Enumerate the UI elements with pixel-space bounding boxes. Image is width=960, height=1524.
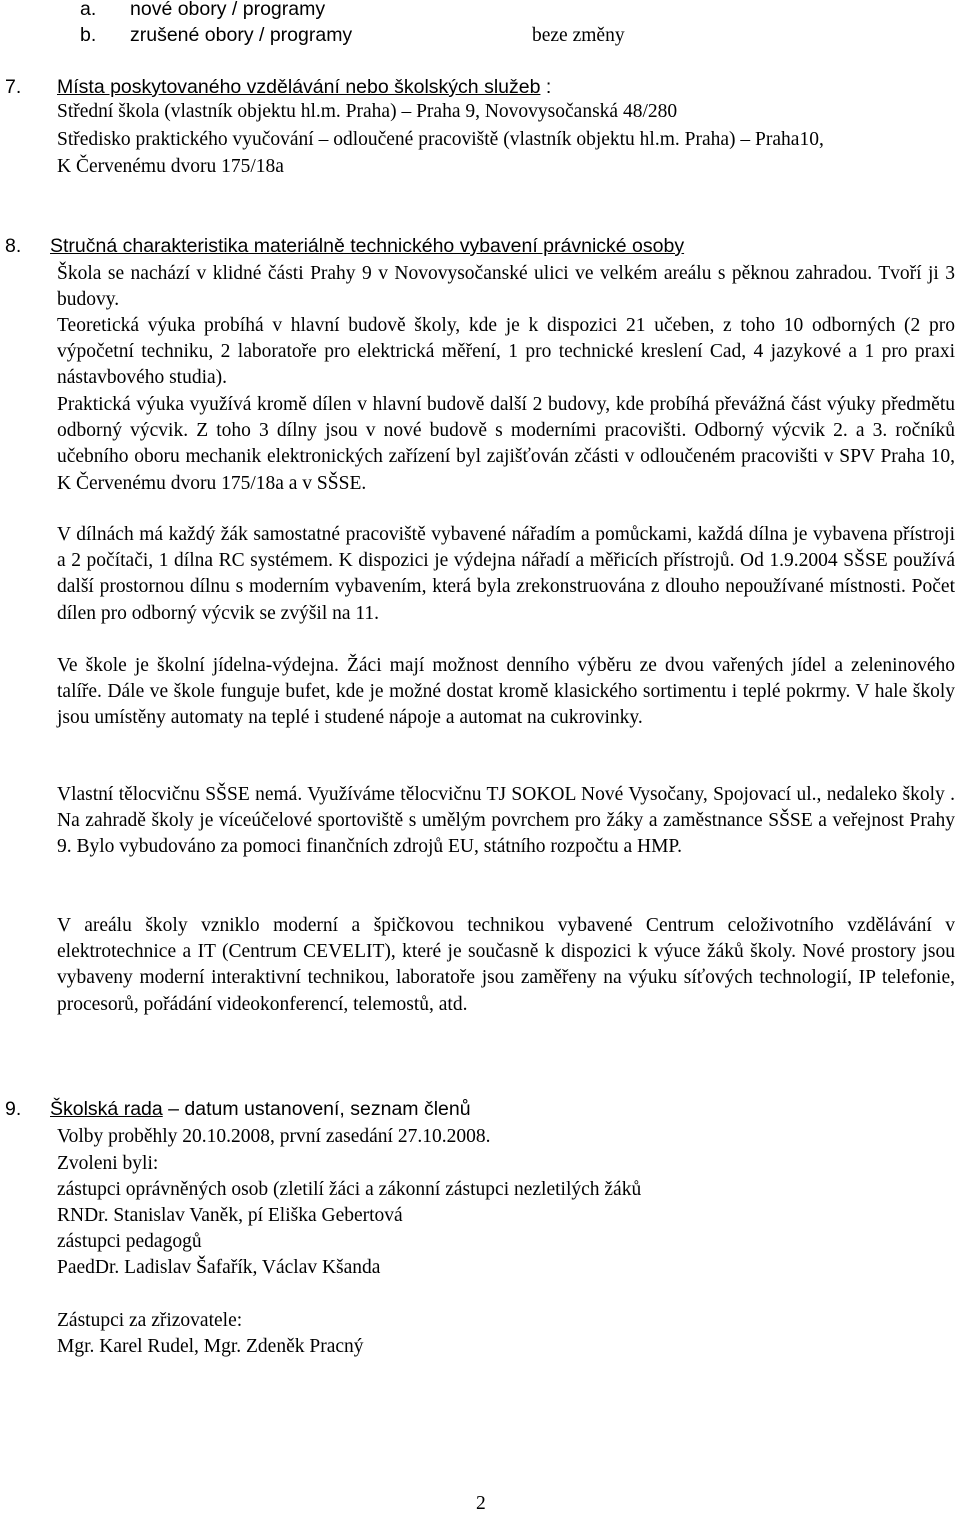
- no-change-note: beze změny: [532, 25, 625, 46]
- location-practical-center: Středisko praktického vyučování – odloučené pracoviště (vlastník objektu hl.m. Praha) – Praha10,: [57, 129, 824, 150]
- list-marker-b: b.: [80, 24, 97, 46]
- teachers-representatives-label: zástupci pedagogů: [57, 1231, 202, 1252]
- parents-representatives-label: zástupci oprávněných osob (zletilí žáci a zákonní zástupci nezletilých žáků: [57, 1179, 642, 1200]
- section-7-heading-text: Místa poskytovaného vzdělávání nebo školských služeb: [57, 76, 541, 98]
- elected-label: Zvoleni byli:: [57, 1153, 159, 1174]
- paragraph-theory: Teoretická výuka probíhá v hlavní budově školy, kde je k dispozici 21 učeben, z toho 10 odborných (2 pro výpočetní techniku, 2 laboratoře pro elektrická měření, 1 pro technické kreslení Cad, 4 jazykové a 1 pro praxi nástavbového studia).: [57, 315, 955, 389]
- section-7-heading-suffix: :: [540, 76, 552, 98]
- section-9-heading-detail: – datum ustanovení, seznam členů: [162, 1098, 471, 1120]
- section-9-heading-title: Školská rada: [50, 1098, 163, 1120]
- paragraph-canteen: Ve škole je školní jídelna-výdejna. Žáci mají možnost denního výběru ze dvou vařených jídel a zeleninového talíře. Dále ve škole funguje bufet, kde je možné dostat kromě klasického sortimentu i teplé pokrmy. V hale školy jsou umístěny automaty na teplé i studené nápoje a automat na cukrovinky.: [57, 655, 955, 729]
- section-9-number: 9.: [5, 1098, 22, 1120]
- section-7-number: 7.: [5, 76, 22, 98]
- location-main-school: Střední škola (vlastník objektu hl.m. Praha) – Praha 9, Novovysočanská 48/280: [57, 101, 678, 122]
- paragraph-cevelit: V areálu školy vzniklo moderní a špičkovou technikou vybavené Centrum celoživotního vzdělávání v elektrotechnice a IT (Centrum CEVELIT), které je současně k dispozici k výuce žáků školy. Nové prostory jsou vybaveny moderní interaktivní technikou, laboratoře jsou zaměřeny na výuku síťových technologií, IP telefonie, procesorů, pořádání videokonferencí, telemostů, atd.: [57, 915, 955, 1015]
- paragraph-location: Škola se nachází v klidné části Prahy 9 v Novovysočanské ulici ve velkém areálu s pěknou zahradou. Tvoří ji 3 budovy.: [57, 263, 955, 311]
- paragraph-workshops: V dílnách má každý žák samostatné pracoviště vybavené nářadím a pomůckami, každá dílna je vybavena přístroji a 2 počítači, 1 dílna RC systémem. K dispozici je výdejna nářadí a měřicích přístrojů. Od 1.9.2004 SŠSE používá další prostornou dílnu s moderním vybavením, která byla zrekonstruována z dlouho nepoužívané místnosti. Počet dílen pro odborný výcvik se zvýšil na 11.: [57, 524, 955, 624]
- page-number: 2: [476, 1493, 486, 1514]
- election-dates: Volby proběhly 20.10.2008, první zasedání 27.10.2008.: [57, 1126, 491, 1147]
- section-8-number: 8.: [5, 235, 22, 257]
- teachers-representatives-names: PaedDr. Ladislav Šafařík, Václav Kšanda: [57, 1257, 381, 1278]
- section-8-heading: Stručná charakteristika materiálně technického vybavení právnické osoby: [50, 235, 685, 257]
- section-9-heading: [50, 1097, 471, 1121]
- section-7-heading: [57, 75, 551, 99]
- paragraph-practice: Praktická výuka využívá kromě dílen v hlavní budově další 2 budovy, kde probíhá převážná část výuky předmětu odborný výcvik. Z toho 3 dílny jsou v nové budově s moderními pracovišti. Odborný výcvik 2. a 3. ročníků učebního oboru mechanik elektronických zařízení byl zajišťován zčásti v odloučeném pracovišti v SPV Praha 10, K Červenému dvoru 175/18a a v SŠSE.: [57, 394, 955, 494]
- parents-representatives-names: RNDr. Stanislav Vaněk, pí Eliška Gebertová: [57, 1205, 403, 1226]
- founder-representatives-label: Zástupci za zřizovatele:: [57, 1310, 243, 1331]
- list-marker-a: a.: [80, 0, 97, 20]
- list-item-new-programs: nové obory / programy: [130, 0, 326, 20]
- list-item-cancelled-programs: zrušené obory / programy: [130, 24, 353, 46]
- founder-representatives-names: Mgr. Karel Rudel, Mgr. Zdeněk Pracný: [57, 1336, 364, 1357]
- paragraph-gym: Vlastní tělocvičnu SŠSE nemá. Využíváme tělocvičnu TJ SOKOL Nové Vysočany, Spojovací ul., nedaleko školy . Na zahradě školy je víceúčelové sportoviště s umělým povrchem pro žáky a zaměstnance SŠSE a veřejnost Prahy 9. Bylo vybudováno za pomoci finančních zdrojů EU, státního rozpočtu a HMP.: [57, 784, 955, 858]
- location-address: K Červenému dvoru 175/18a: [57, 156, 284, 177]
